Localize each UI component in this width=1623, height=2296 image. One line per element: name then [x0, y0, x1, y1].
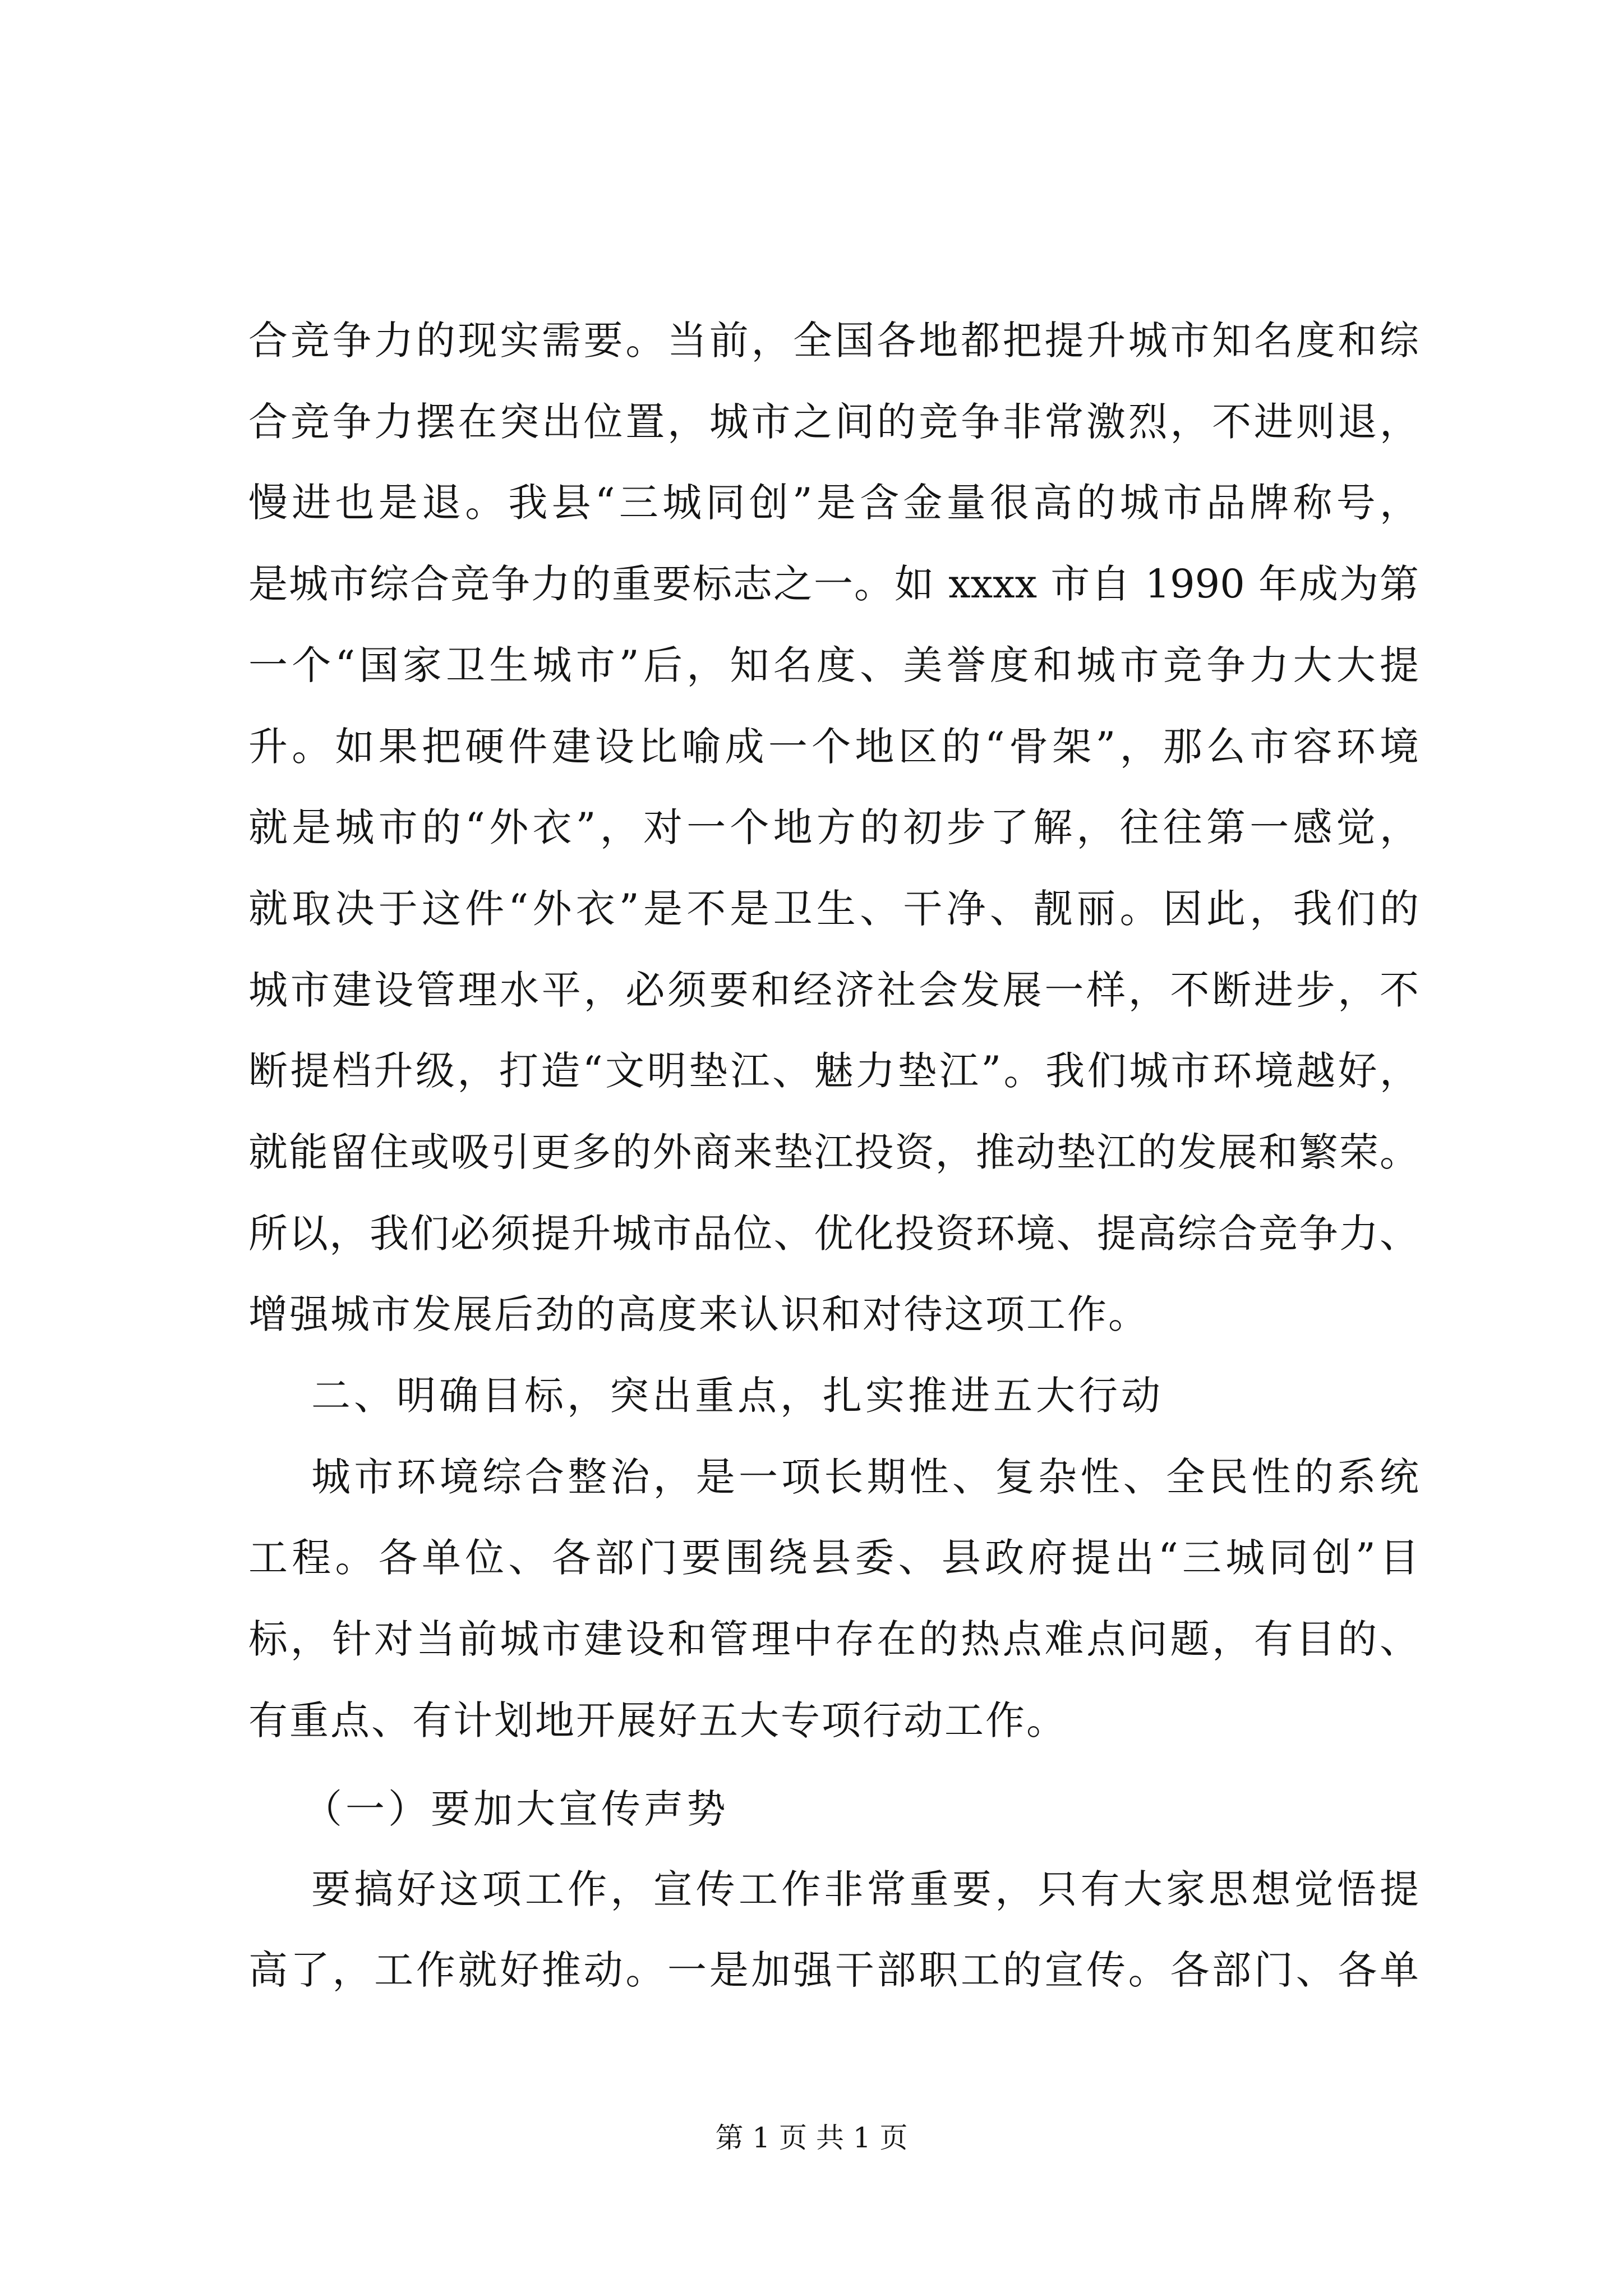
- body-text-line: 有重点、有计划地开展好五大专项行动工作。: [248, 1697, 1067, 1743]
- body-text-line: 就是城市的“外衣”，对一个地方的初步了解，往往第一感觉，: [248, 804, 1419, 850]
- body-text-line: 就能留住或吸引更多的外商来垫江投资，推动垫江的发展和繁荣。: [248, 1129, 1419, 1175]
- body-text-line: 慢进也是退。我县“三城同创”是含金量很高的城市品牌称号，: [248, 480, 1419, 526]
- body-text-line: 标，针对当前城市建设和管理中存在的热点难点问题，有目的、: [248, 1616, 1419, 1662]
- body-text-line: 合竞争力的现实需要。当前，全国各地都把提升城市知名度和综: [248, 318, 1419, 364]
- body-text-line: 城市建设管理水平，必须要和经济社会发展一样，不断进步，不: [248, 967, 1419, 1013]
- body-text-line: 合竞争力摆在突出位置，城市之间的竞争非常激烈，不进则退，: [248, 399, 1419, 445]
- body-text-line: 所以，我们必须提升城市品位、优化投资环境、提高综合竞争力、: [248, 1211, 1419, 1257]
- section-heading: 二、明确目标，突出重点，扎实推进五大行动: [311, 1373, 1164, 1419]
- body-text-line: 升。如果把硬件建设比喻成一个地区的“骨架”，那么市容环境: [248, 724, 1419, 770]
- body-text-line: 增强城市发展后劲的高度来认识和对待这项工作。: [248, 1291, 1149, 1337]
- body-text-line: 断提档升级，打造“文明垫江、魅力垫江”。我们城市环境越好，: [248, 1048, 1419, 1094]
- body-text-line: 就取决于这件“外衣”是不是卫生、干净、靓丽。因此，我们的: [248, 886, 1419, 932]
- body-text-line: 是城市综合竞争力的重要标志之一。如 xxxx 市自 1990 年成为第: [248, 561, 1419, 607]
- subsection-heading: （一）要加大宣传声势: [303, 1786, 729, 1832]
- page-number-footer: 第 1 页 共 1 页: [715, 2122, 908, 2154]
- body-text-line: 一个“国家卫生城市”后，知名度、美誉度和城市竞争力大大提: [248, 642, 1419, 688]
- body-text-line: 城市环境综合整治，是一项长期性、复杂性、全民性的系统: [311, 1454, 1419, 1500]
- body-text-line: 工程。各单位、各部门要围绕县委、县政府提出“三城同创”目: [248, 1535, 1419, 1581]
- body-text-line: 高了，工作就好推动。一是加强干部职工的宣传。各部门、各单: [248, 1947, 1419, 1993]
- body-text-line: 要搞好这项工作，宣传工作非常重要，只有大家思想觉悟提: [311, 1866, 1419, 1912]
